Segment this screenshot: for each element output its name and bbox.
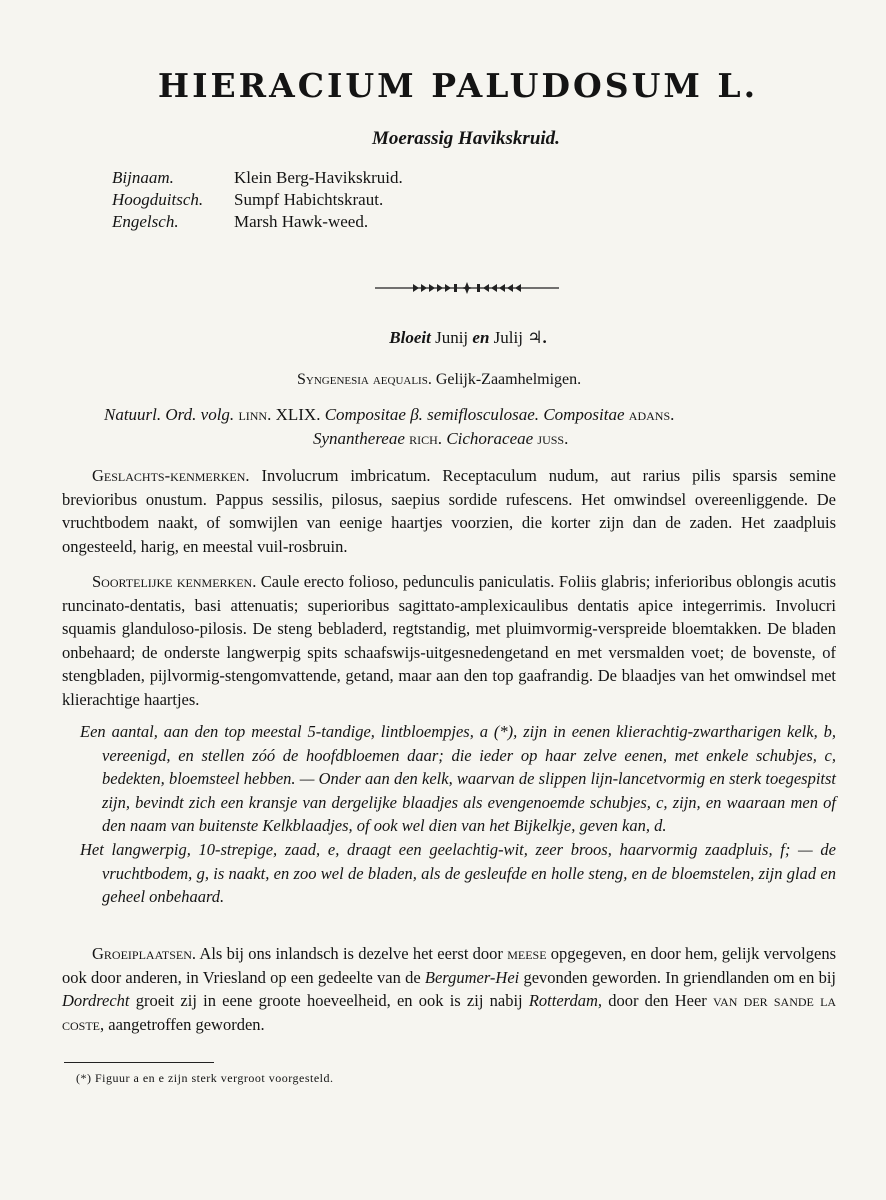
name-label: Bijnaam. (112, 168, 174, 187)
author-juss: juss. (537, 429, 569, 448)
species-characters-text: Caule erecto folioso, pedunculis paniculatis. Foliis glabris; inferioribus oblongis acutis runcinato-dentatis, basi attenuatis; superioribus sagittato-amplexicaulibus dentatis apice integerrimis. Involucri squamis glanduloso-pilosis. De steng bebladerd, regtstandig, met pluimvormig-verspreide bloemtakken. De bladen onbehaard; de onderste langwerpig spits schaafswijs-uitgesnedengetand en met versmalden voet; de bovenste, of stengbladen, pijlvormig-stengomvattende, getand, maar aan den top gaafrandig. De blaadjes van het omwindsel met klierachtige haartjes. (62, 572, 836, 709)
author-adans: adans. (628, 405, 675, 424)
habitat-text: door den Heer (608, 991, 707, 1011)
habitat-text: aangetroffen geworden. (108, 1014, 265, 1034)
place-bergumer-hei: Bergumer-Hei (424, 967, 520, 987)
habitat (62, 942, 836, 1036)
page-title: HIERACIUM PALUDOSUM L. (157, 66, 759, 105)
flowering-line (0, 328, 886, 348)
names-list (112, 167, 403, 233)
name-value: Sumpf Habichtskraut. (234, 190, 384, 209)
author-rich: rich. (409, 429, 443, 448)
habitat-text: groeit zij in eene groote hoeveelheid, en ook is zij nabij (135, 991, 523, 1011)
compositae: Compositae (543, 405, 625, 424)
habitat-text: opgegeven, en door hem, gelijk vervolgens ook door anderen, in Vriesland op een gedeelte van de (62, 944, 837, 987)
author-meese: meese (507, 944, 547, 963)
synanthereae: Synanthereae (313, 429, 405, 448)
habitat-text: gevonden geworden. In griendlanden om en bij (523, 967, 837, 987)
linnaean-class (297, 371, 581, 389)
habitat-text: Als bij ons inlandsch is dezelve het eerst door (199, 944, 503, 963)
description-paragraph-2: Het langwerpig, 10-strepige, zaad, e, draagt een geelachtig-wit, zeer broos, haarvormig zaadpluis, f; — de vruchtbodem, g, is naakt, en zoo wel de bladen, als de gesleufde en holle steng, en de bloemstelen, zijn glad en geheel onbehaard. (80, 839, 836, 907)
footnote-rule (64, 1062, 214, 1063)
species-characters (62, 570, 836, 712)
footnote: (*) Figuur a en e zijn sterk vergroot voorgesteld. (76, 1071, 334, 1085)
names-row (112, 211, 403, 233)
species-characters-heading: Soortelijke kenmerken. (92, 572, 257, 591)
compositae-semi: Compositae β. semiflosculosae. (324, 405, 540, 424)
names-row (112, 189, 403, 211)
bloeit-word: Bloeit (389, 328, 431, 347)
month-june: Junij (435, 328, 469, 347)
genus-characters-text: Involucrum imbricatum. Receptaculum nudum, aut rarius pilis sparsis semine brevioribus onustum. Pappus sessilis, pilosus, saepius sordide rufescens. Het omwindsel overeenliggende. De vruchtbodem naakt, of somwijlen van eenige haartjes voorzien, die korter zijn dan de zaden. Het zaadpluis ongesteeld, harig, en meestal vuil-rosbruin. (62, 466, 836, 556)
description (80, 720, 836, 909)
perennial-symbol: ♃. (527, 328, 547, 347)
ornament-divider-icon (375, 282, 559, 294)
cichoraceae: Cichoraceae (446, 429, 534, 448)
name-label: Hoogduitsch. (112, 190, 204, 209)
class-name: Syngenesia aequalis. (297, 371, 432, 388)
en-word: en (472, 328, 490, 347)
author-linn: linn. (238, 405, 272, 424)
place-rotterdam: Rotterdam, (528, 991, 603, 1011)
name-label: Engelsch. (112, 212, 179, 231)
name-value: Klein Berg-Havikskruid. (234, 168, 403, 187)
genus-characters (62, 464, 836, 558)
name-value: Marsh Hawk-weed. (234, 212, 369, 231)
class-dutch: Gelijk-Zaamhelmigen. (435, 371, 582, 388)
person-coste: van der sande la coste, (62, 991, 837, 1034)
order-number: XLIX. (275, 405, 321, 424)
month-july: Julij (493, 328, 523, 347)
natural-order (104, 403, 674, 451)
vernacular-name: Moerassig Havikskruid. (372, 128, 560, 149)
names-row (112, 167, 403, 189)
description-paragraph-1: Een aantal, aan den top meestal 5-tandige, lintbloempjes, a (*), zijn in eenen klierachtig-zwartharigen kelk, b, vereenigd, en stellen zóó de hoofdbloemen daar; die ieder op haar zelve eenen, met enkele schubjes, c, bedekten, bloemsteel hebben. — Onder aan den kelk, waarvan de slippen lijn-lancetvormig en sterk toegespitst zijn, bevindt zich een kransje van dergelijke blaadjes als evengenoemde schubjes, c, zijn, en waaraan men of den naam van buitenste Kelkblaadjes, of ook wel dien van het Bijkelkje, geven kan, d. (80, 722, 836, 836)
habitat-heading: Groeiplaatsen. (92, 944, 197, 963)
place-dordrecht: Dordrecht (62, 991, 130, 1011)
natural-order-label: Natuurl. Ord. volg. (104, 405, 235, 424)
genus-characters-heading: Geslachts-kenmerken. (92, 466, 250, 485)
